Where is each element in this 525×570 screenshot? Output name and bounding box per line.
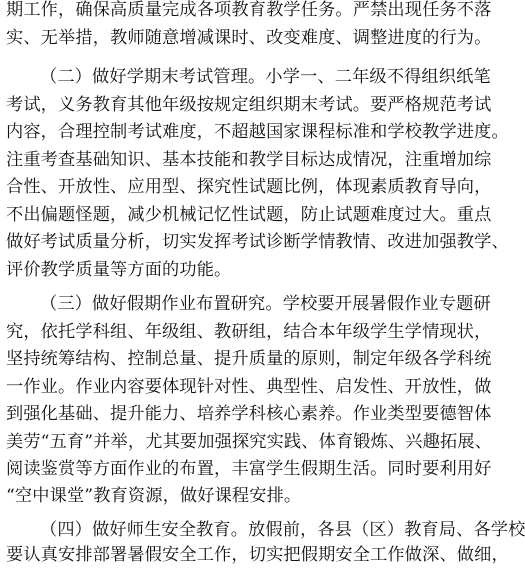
text-line-17: 阅读鉴赏等方面作业的布置，丰富学生假期生活。同时要利用好 bbox=[6, 459, 492, 479]
text-line-3: （二）做好学期末考试管理。小学一、二年级不得组织纸笔 bbox=[40, 67, 491, 87]
text-line-9: 做好考试质量分析，切实发挥考试诊断学情教情、改进加强教学、 bbox=[6, 232, 509, 252]
text-line-15: 到强化基础、提升能力、培养学科核心素养。作业类型要德智体 bbox=[6, 404, 492, 424]
text-line-20: 要认真安排部署暑假安全工作，切实把假期安全工作做深、做细， bbox=[6, 545, 509, 565]
text-line-8: 不出偏题怪题，减少机械记忆性试题，防止试题难度过大。重点 bbox=[6, 205, 492, 225]
text-line-6: 注重考查基础知识、基本技能和教学目标达成情况，注重增加综 bbox=[6, 150, 492, 170]
text-line-18: “空中课堂”教育资源，做好课程安排。 bbox=[6, 486, 302, 506]
text-line-10: 评价教学质量等方面的功能。 bbox=[6, 260, 232, 280]
text-line-12: 究，依托学科组、年级组、教研组，结合本年级学生学情现状， bbox=[6, 322, 492, 342]
text-line-1: 期工作，确保高质量完成各项教育教学任务。严禁出现任务不落 bbox=[6, 0, 492, 20]
text-line-11: （三）做好假期作业布置研究。学校要开展暑假作业专题研 bbox=[40, 294, 491, 314]
text-line-14: 一作业。作业内容要体现针对性、典型性、启发性、开放性，做 bbox=[6, 377, 492, 397]
text-line-19: （四）做好师生安全教育。放假前，各县（区）教育局、各学校 bbox=[40, 520, 525, 540]
text-line-13: 坚持统筹结构、控制总量、提升质量的原则，制定年级各学科统 bbox=[6, 349, 492, 369]
text-line-7: 合性、开放性、应用型、探究性试题比例，体现素质教育导向， bbox=[6, 177, 492, 197]
text-line-2: 实、无举措，教师随意增减课时、改变难度、调整进度的行为。 bbox=[6, 28, 492, 48]
text-line-5: 内容，合理控制考试难度，不超越国家课程标准和学校教学进度。 bbox=[6, 122, 509, 142]
text-line-4: 考试，义务教育其他年级按规定组织期末考试。要严格规范考试 bbox=[6, 95, 492, 115]
text-line-16: 美劳“五育”并举，尤其要加强探究实践、体育锻炼、兴趣拓展、 bbox=[6, 432, 492, 452]
